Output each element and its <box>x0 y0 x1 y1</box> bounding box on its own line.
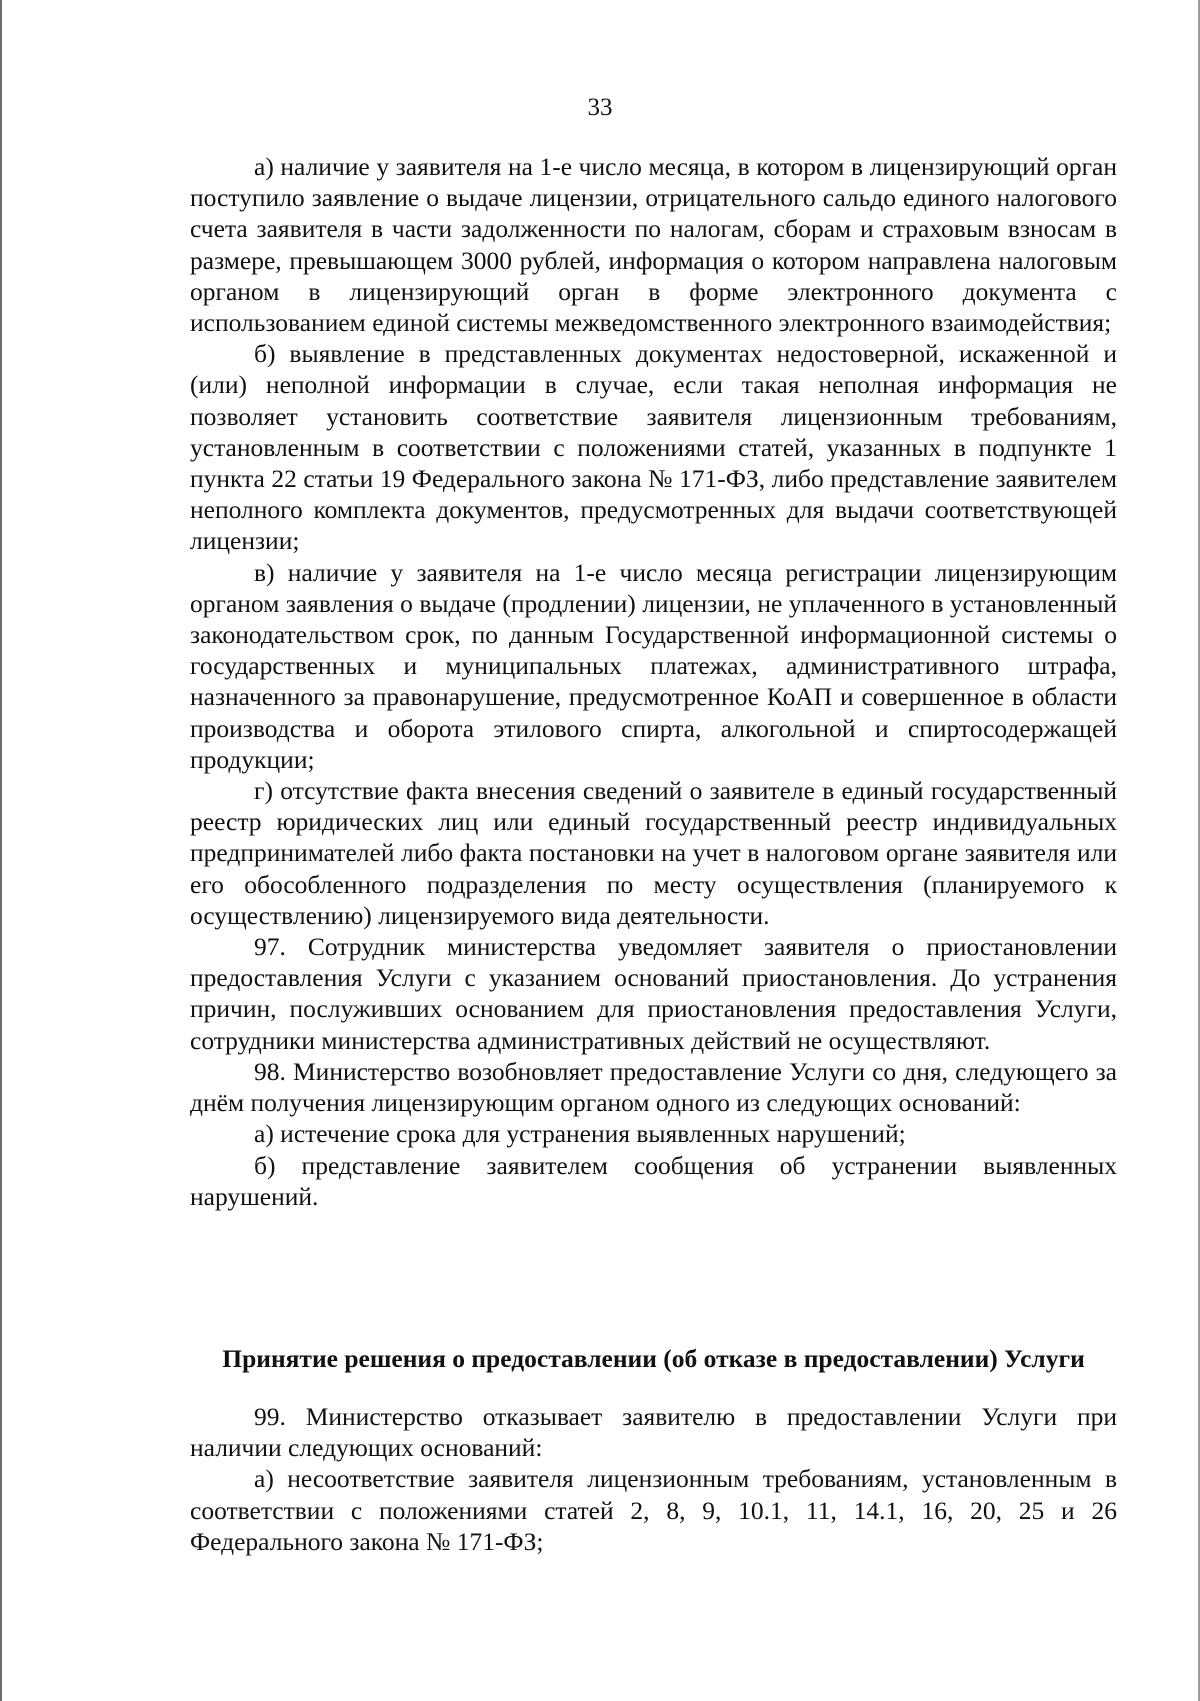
paragraph-98-a: а) истечение срока для устранения выявленных нарушений; <box>254 1119 906 1149</box>
paragraph-g-no-registry-entry: г) отсутствие факта внесения сведений о заявителе в единый государственный реестр юридических лиц или единый государственный реестр индивидуальных предпринимателей либо факта постановки на учет в налоговом органе заявителя или его обособленного подразделения по месту осуществления (планируемого к осуществлению) лицензируемого вида деятельности. <box>190 776 1117 930</box>
paragraph-99: 99. Министерство отказывает заявителю в предоставлении Услуги при наличии следующих оснований: <box>190 1402 1117 1463</box>
paragraph-b-unreliable-info: б) выявление в представленных документах недостоверной, искаженной и (или) неполной информации в случае, если такая неполная информация не позволяет установить соответствие заявителя лицензионным требованиям, установленным в соответствии с положениями статей, указанных в подпункте 1 пункта 22 статьи 19 Федерального закона № 171-ФЗ, либо представление заявителем неполного комплекта документов, предусмотренных для выдачи соответствующей лицензии; <box>190 339 1117 556</box>
scan-edge-left <box>0 0 2 1701</box>
paragraph-a-negative-balance: а) наличие у заявителя на 1-е число месяца, в котором в лицензирующий орган поступило заявление о выдаче лицензии, отрицательного сальдо единого налогового счета заявителя в части задолженности по налогам, сборам и страховым взносам в размере, превышающем 3000 рублей, информация о котором направлена налоговым органом в лицензирующий орган в форме электронного документа с использованием единой системы межведомственного электронного взаимодействия; <box>190 152 1117 338</box>
paragraph-99-a: а) несоответствие заявителя лицензионным требованиям, установленным в соответствии с положениями статей 2, 8, 9, 10.1, 11, 14.1, 16, 20, 25 и 26 Федерального закона № 171-ФЗ; <box>190 1464 1117 1556</box>
body-text-after-heading <box>190 1401 1117 1557</box>
paragraph-98-b: б) представление заявителем сообщения об устранении выявленных нарушений. <box>190 1150 1117 1211</box>
page-number: 33 <box>587 94 613 121</box>
section-heading: Принятие решения о предоставлении (об отказе в предоставлении) Услуги <box>222 1344 1085 1373</box>
body-text <box>190 151 1117 1212</box>
paragraph-v-unpaid-fine: в) наличие у заявителя на 1-е число месяца регистрации лицензирующим органом заявления о выдаче (продлении) лицензии, не уплаченного в установленный законодательством срок, по данным Государственной информационной системы о государственных и муниципальных платежах, административного штрафа, назначенного за правонарушение, предусмотренное КоАП и совершенное в области производства и оборота этилового спирта, алкогольной и спиртосодержащей продукции; <box>190 557 1117 774</box>
paragraph-97: 97. Сотрудник министерства уведомляет заявителя о приостановлении предоставления Услуги с указанием оснований приостановления. До устранения причин, послуживших основанием для приостановления предоставления Услуги, сотрудники министерства административных действий не осуществляют. <box>190 932 1117 1055</box>
paragraph-98: 98. Министерство возобновляет предоставление Услуги со дня, следующего за днём получения лицензирующим органом одного из следующих оснований: <box>190 1056 1117 1118</box>
